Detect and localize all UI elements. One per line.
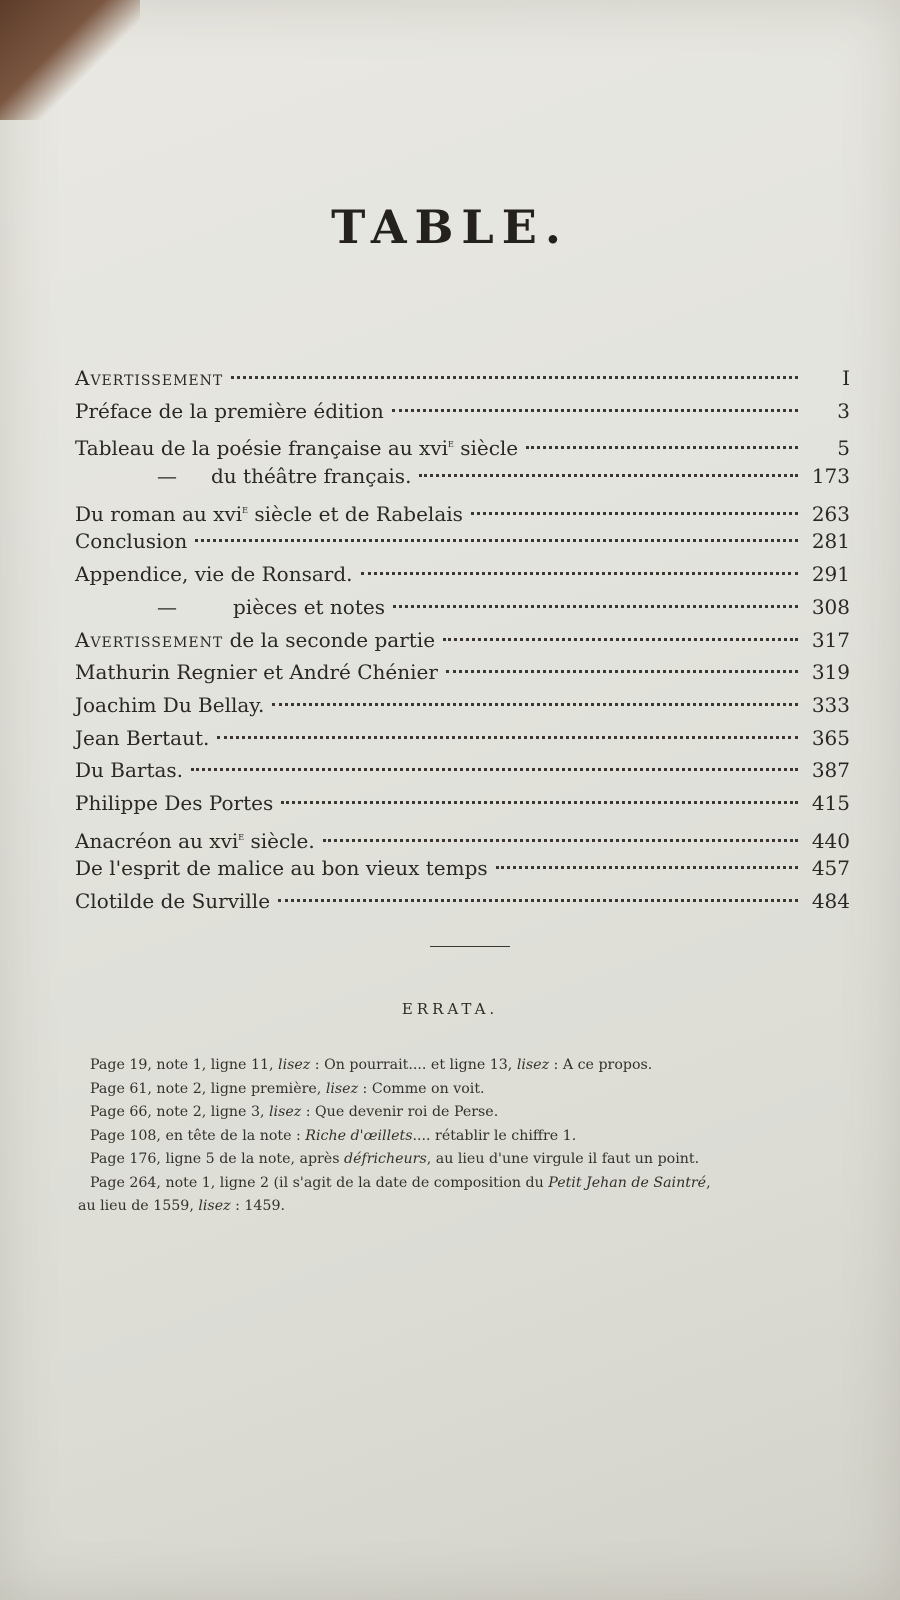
toc-entry-label: Avertissement de la seconde partie xyxy=(75,627,436,652)
toc-entry-page: 319 xyxy=(811,660,850,685)
page-title: TABLE. xyxy=(331,200,569,254)
toc-entry-label: Philippe Des Portes xyxy=(75,790,274,815)
toc-entry-label: De l'esprit de malice au bon vieux temps xyxy=(75,856,488,881)
toc-entry-page: 3 xyxy=(837,398,850,423)
dot-leader xyxy=(231,376,798,379)
dot-leader xyxy=(323,839,798,842)
errata-line: au lieu de 1559, lisez : 1459. xyxy=(78,1198,285,1214)
toc-entry-label: Tableau de la poésie française au xvi$^e$ siècle xyxy=(75,436,519,461)
toc-entry xyxy=(75,427,850,460)
dot-leader xyxy=(217,736,798,739)
toc-entry xyxy=(75,787,850,820)
toc-entry-label: Préface de la première édition xyxy=(75,398,384,423)
errata-list xyxy=(78,1054,880,1219)
dot-leader xyxy=(496,866,798,869)
toc-entry xyxy=(75,754,850,787)
toc-entry-page: 365 xyxy=(811,725,850,750)
page-corner-background xyxy=(0,0,140,120)
dot-leader xyxy=(443,638,798,641)
section-divider xyxy=(430,946,510,947)
dot-leader xyxy=(278,899,798,902)
dot-leader xyxy=(195,539,798,542)
errata-line: Page 108, en tête de la note : Riche d'œillets.... rétablir le chiffre 1. xyxy=(90,1127,577,1144)
toc-entry-page: 263 xyxy=(811,501,850,526)
toc-entry-page: 308 xyxy=(811,594,850,619)
toc-entry-page: 457 xyxy=(811,856,850,881)
toc-entry-label: Conclusion xyxy=(75,529,188,554)
dot-leader xyxy=(281,801,798,804)
errata-line: Page 61, note 2, ligne première, lisez : Comme on voit. xyxy=(90,1080,485,1097)
toc-entry xyxy=(75,722,850,755)
toc-entry-label: — pièces et notes xyxy=(157,594,385,619)
dot-leader xyxy=(419,474,798,477)
toc-entry-page: 5 xyxy=(837,436,850,461)
toc-entry-page: 333 xyxy=(811,692,850,717)
toc-entry xyxy=(75,820,850,853)
toc-entry-page: 484 xyxy=(811,889,850,913)
toc-entry xyxy=(75,689,850,722)
toc-entry-label: Du roman au xvi$^e$ siècle et de Rabelais xyxy=(75,501,463,526)
errata-heading: ERRATA. xyxy=(401,1000,499,1018)
toc-entry-page: 440 xyxy=(811,828,850,853)
toc-entry-label: Clotilde de Surville xyxy=(75,889,271,913)
toc-entry-label: Appendice, vie de Ronsard. xyxy=(75,562,353,587)
toc-entry-page: 173 xyxy=(811,464,850,489)
errata-line: Page 19, note 1, ligne 11, lisez : On pourrait.... et ligne 13, lisez : A ce propos. xyxy=(90,1057,653,1073)
toc-entry xyxy=(75,362,850,395)
toc-entry-label: Du Bartas. xyxy=(75,758,184,783)
toc-entry-label: Avertissement xyxy=(75,366,224,390)
toc-entry-page: 317 xyxy=(811,627,850,652)
errata-line: Page 66, note 2, ligne 3, lisez : Que devenir roi de Perse. xyxy=(90,1104,499,1120)
toc-entry-page: 291 xyxy=(811,562,850,587)
toc-entry xyxy=(75,852,850,885)
dot-leader xyxy=(392,409,798,412)
dot-leader xyxy=(393,605,798,608)
dot-leader xyxy=(471,512,798,515)
toc-entry xyxy=(75,624,850,657)
toc-entry-label: Joachim Du Bellay. xyxy=(75,692,265,717)
toc-entry-label: Anacréon au xvi$^e$ siècle. xyxy=(75,828,315,853)
toc-entry xyxy=(75,656,850,689)
dot-leader xyxy=(191,768,798,771)
toc-entry-page: 415 xyxy=(811,790,850,815)
errata-line: Page 176, ligne 5 de la note, après défricheurs, au lieu d'une virgule il faut un point. xyxy=(90,1151,700,1167)
toc-entry-page: 387 xyxy=(811,758,850,783)
toc-entry-page: I xyxy=(842,366,850,390)
dot-leader xyxy=(446,670,798,673)
toc-entry xyxy=(75,558,850,591)
dot-leader xyxy=(361,572,799,575)
toc-entry xyxy=(75,493,850,526)
toc-entry xyxy=(75,395,850,428)
toc-entry-label: Jean Bertaut. xyxy=(75,725,210,750)
toc-entry-page: 281 xyxy=(811,529,850,554)
toc-entry xyxy=(75,885,850,918)
dot-leader xyxy=(272,703,798,706)
table-of-contents xyxy=(75,362,850,918)
toc-entry-label: Mathurin Regnier et André Chénier xyxy=(75,660,438,685)
toc-entry xyxy=(75,591,850,624)
dot-leader xyxy=(526,446,798,449)
errata-line: Page 264, note 1, ligne 2 (il s'agit de la date de composition du Petit Jehan de Saintré, xyxy=(90,1174,711,1191)
toc-entry-label: — du théâtre français. xyxy=(157,464,412,489)
